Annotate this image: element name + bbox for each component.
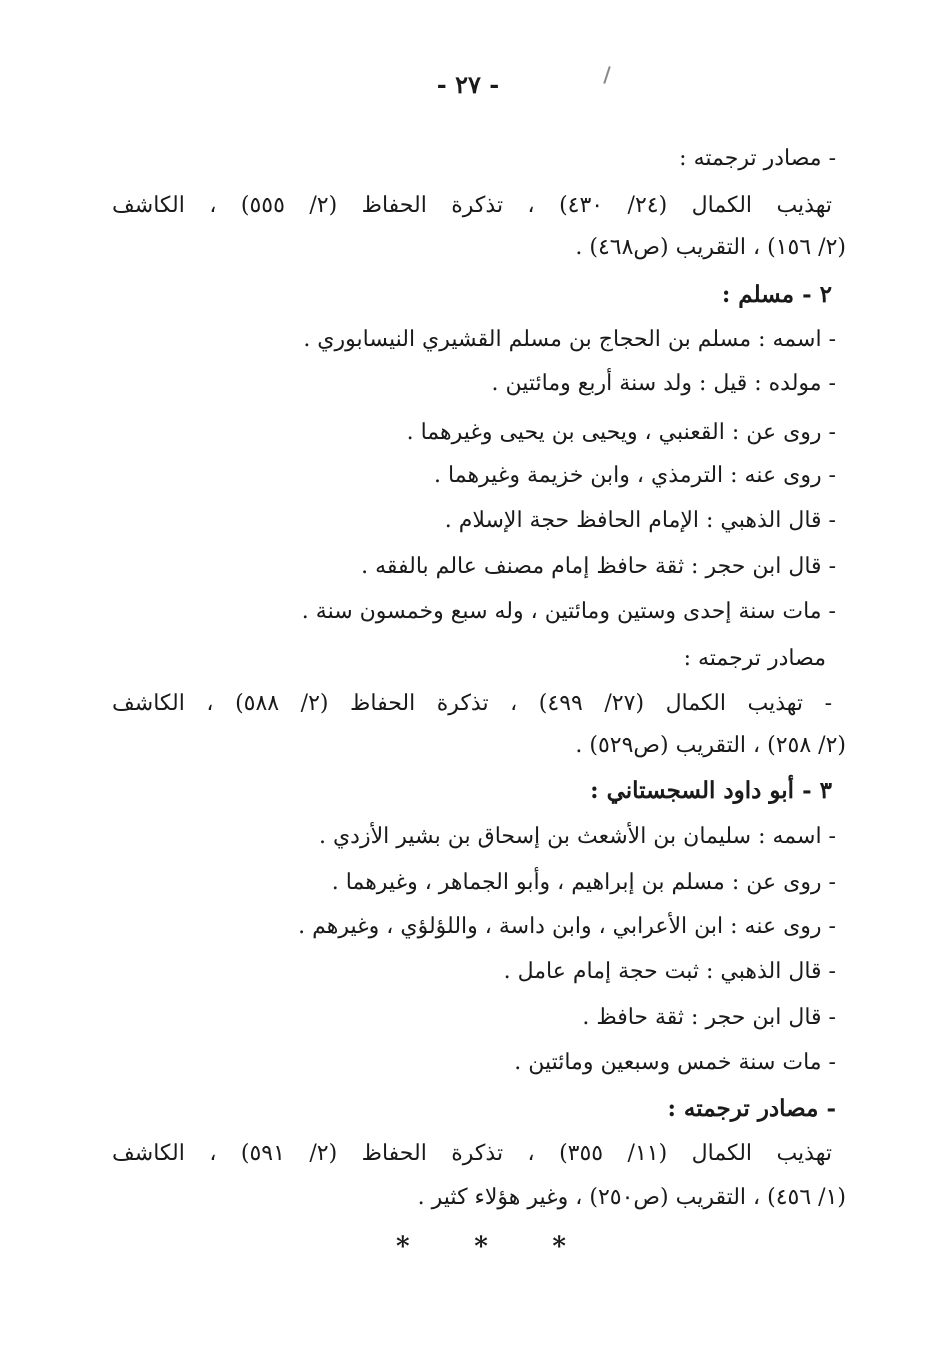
muslim-line-7: - مات سنة إحدى وستين ومائتين ، وله سبع وخمسون سنة .: [301, 599, 836, 624]
sources-heading-2: مصادر ترجمته :: [683, 646, 826, 671]
abu-dawud-line-2: - روى عن : مسلم بن إبراهيم ، وأبو الجماهر ، وغيرهما .: [331, 870, 836, 895]
sources-line-1a: تهذيب الكمال (٢٤/ ٤٣٠) ، تذكرة الحفاظ (٢/ ٥٥٥) ، الكاشف: [112, 193, 832, 218]
muslim-line-3: - روى عن : القعنبي ، ويحيى بن يحيى وغيرهما .: [406, 420, 836, 445]
muslim-line-1: - اسمه : مسلم بن الحجاج بن مسلم القشيري النيسابوري .: [303, 327, 836, 352]
asterisk-ornament: *: [474, 1232, 488, 1262]
sources-line-1b: (٢/ ١٥٦) ، التقريب (ص٤٦٨) .: [575, 235, 846, 260]
section-separator: [396, 1232, 566, 1262]
abu-dawud-line-1: - اسمه : سليمان بن الأشعث بن إسحاق بن بشير الأزدي .: [318, 824, 836, 849]
sources-heading-1: - مصادر ترجمته :: [679, 146, 836, 171]
sources-line-2a: - تهذيب الكمال (٢٧/ ٤٩٩) ، تذكرة الحفاظ (٢/ ٥٨٨) ، الكاشف: [112, 691, 833, 716]
entry-heading-abu-dawud: ٣ - أبو داود السجستاني :: [590, 777, 832, 804]
muslim-line-5: - قال الذهبي : الإمام الحافظ حجة الإسلام .: [444, 508, 836, 533]
muslim-line-4: - روى عنه : الترمذي ، وابن خزيمة وغيرهما .: [434, 463, 836, 488]
entry-heading-muslim: ٢ - مسلم :: [721, 281, 832, 308]
sources-line-2b: (٢/ ٢٥٨) ، التقريب (ص٥٢٩) .: [575, 733, 846, 758]
abu-dawud-line-5: - قال ابن حجر : ثقة حافظ .: [582, 1005, 836, 1030]
sources-heading-3: - مصادر ترجمته :: [667, 1095, 836, 1122]
abu-dawud-line-3: - روى عنه : ابن الأعرابي ، وابن داسة ، واللؤلؤي ، وغيرهم .: [298, 914, 836, 939]
muslim-line-2: - مولده : قيل : ولد سنة أربع ومائتين .: [491, 371, 836, 396]
page-number: - ٢٧ -: [436, 70, 500, 99]
sources-line-3a: تهذيب الكمال (١١/ ٣٥٥) ، تذكرة الحفاظ (٢/ ٥٩١) ، الكاشف: [112, 1141, 832, 1166]
sources-line-3b: (١/ ٤٥٦) ، التقريب (ص٢٥٠) ، وغير هؤلاء كثير .: [417, 1185, 846, 1210]
asterisk-ornament: *: [396, 1232, 410, 1262]
abu-dawud-line-4: - قال الذهبي : ثبت حجة إمام عامل .: [503, 959, 836, 984]
abu-dawud-line-6: - مات سنة خمس وسبعين ومائتين .: [514, 1050, 836, 1075]
muslim-line-6: - قال ابن حجر : ثقة حافظ إمام مصنف عالم بالفقه .: [361, 554, 836, 579]
asterisk-ornament: *: [552, 1232, 566, 1262]
